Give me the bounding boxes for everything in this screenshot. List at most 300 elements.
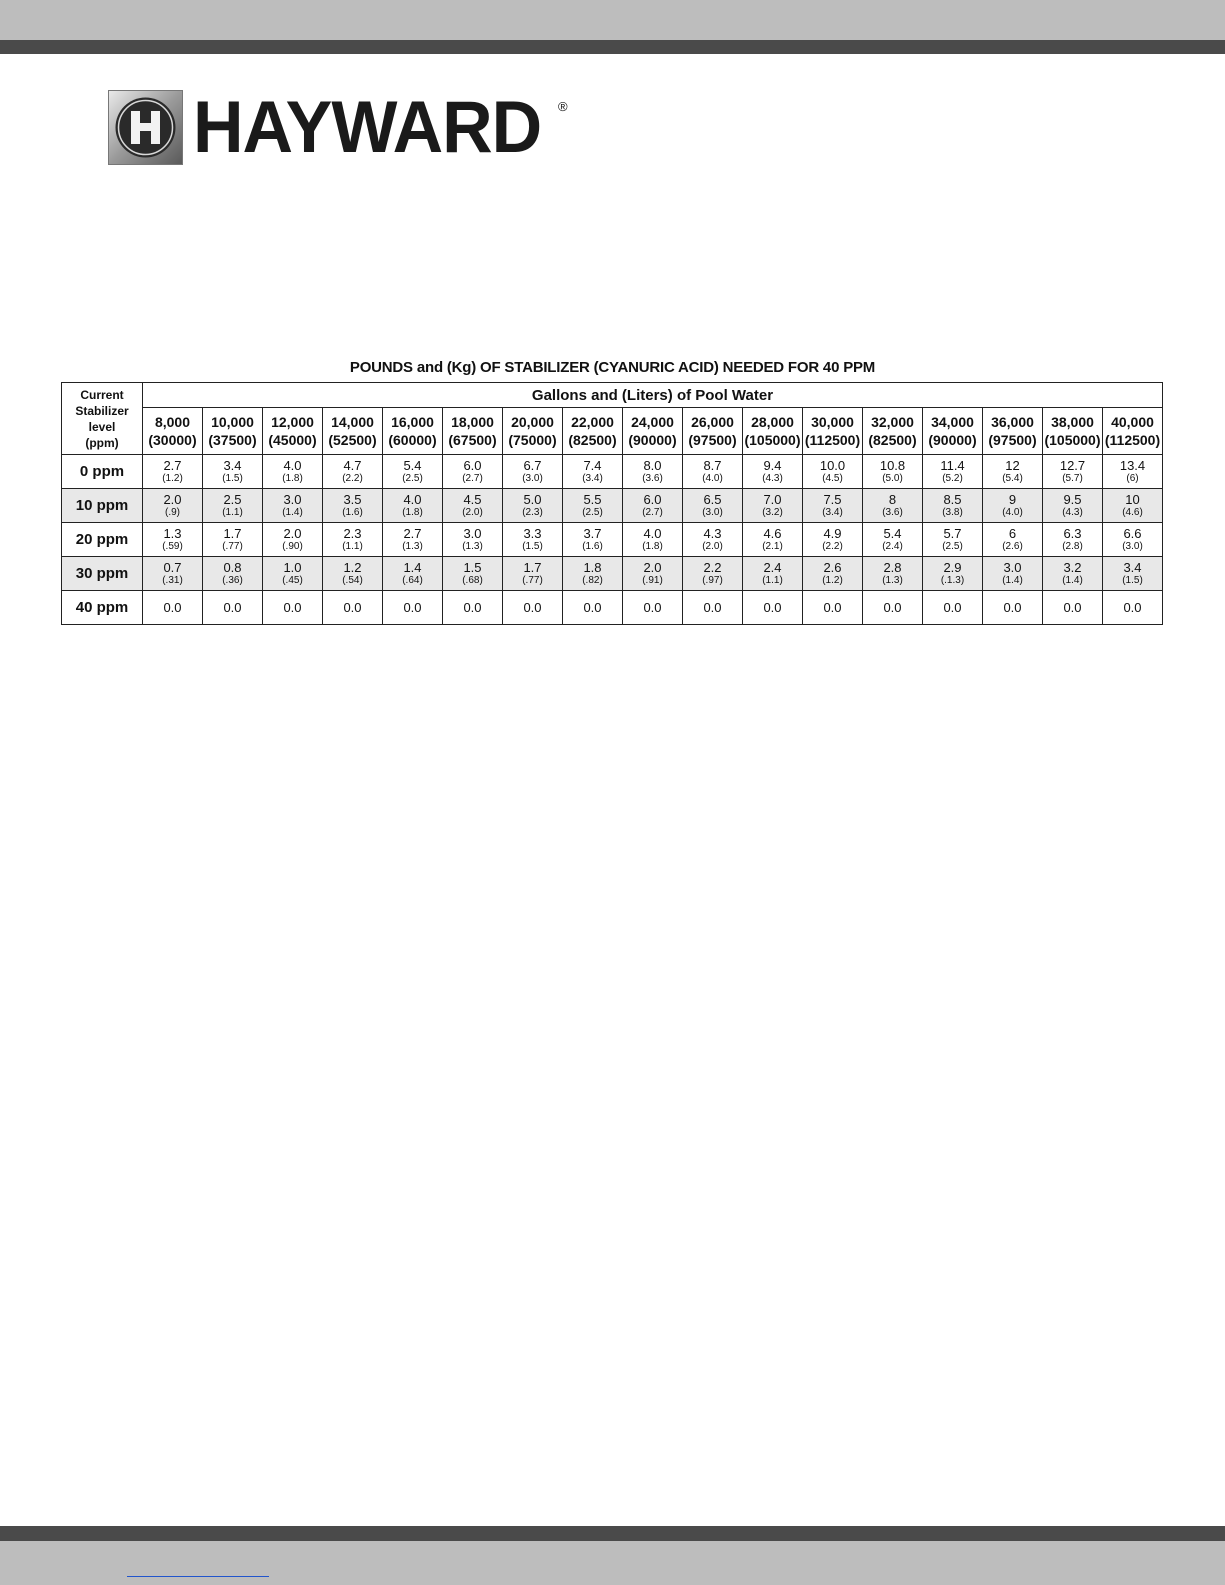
- cell-kilograms: (2.7): [462, 473, 483, 484]
- column-liters: (105000): [744, 432, 801, 448]
- table-cell: [443, 591, 503, 625]
- table-cell: [263, 489, 323, 523]
- cell-pounds: 5.4: [883, 526, 902, 541]
- column-liters: (90000): [928, 432, 977, 448]
- cell-pounds: 2.7: [403, 526, 422, 541]
- cell-kilograms: (1.2): [162, 473, 183, 484]
- bottom-band-light: [0, 1541, 1225, 1585]
- cell-kilograms: (3.0): [522, 473, 543, 484]
- column-gallons: 28,000: [751, 414, 794, 430]
- cell-pounds: 6.5: [703, 492, 722, 507]
- cell-pounds: 0.0: [823, 600, 842, 615]
- cell-kilograms: (1.4): [1002, 575, 1023, 586]
- cell-kilograms: (2.6): [1002, 541, 1023, 552]
- cell-kilograms: (2.5): [402, 473, 423, 484]
- column-liters: (112500): [1104, 432, 1161, 448]
- table-cell: [143, 557, 203, 591]
- cell-pounds: 0.0: [163, 600, 182, 615]
- cell-kilograms: (2.2): [342, 473, 363, 484]
- cell-pounds: 2.5: [223, 492, 242, 507]
- cell-kilograms: (3.2): [762, 507, 783, 518]
- cell-kilograms: (3.8): [942, 507, 963, 518]
- column-liters: (97500): [688, 432, 737, 448]
- table-cell: [983, 455, 1043, 489]
- table-cell: [203, 591, 263, 625]
- corner-line: Stabilizer: [75, 403, 129, 418]
- column-header: [743, 408, 803, 455]
- cell-pounds: 3.0: [1003, 560, 1022, 575]
- cell-pounds: 8.0: [643, 458, 662, 473]
- cell-pounds: 4.7: [343, 458, 362, 473]
- table-cell: [503, 523, 563, 557]
- column-liters: (90000): [628, 432, 677, 448]
- column-gallons: 32,000: [871, 414, 914, 430]
- table-cell: [563, 557, 623, 591]
- table-cell: [923, 489, 983, 523]
- cell-pounds: 6.7: [523, 458, 542, 473]
- cell-kilograms: (4.3): [1062, 507, 1083, 518]
- column-liters: (112500): [804, 432, 861, 448]
- cell-kilograms: (.97): [702, 575, 723, 586]
- table-cell: [503, 557, 563, 591]
- cell-pounds: 8.5: [943, 492, 962, 507]
- cell-kilograms: (1.5): [222, 473, 243, 484]
- table-cell: [323, 455, 383, 489]
- cell-kilograms: (5.7): [1062, 473, 1083, 484]
- cell-kilograms: (1.3): [882, 575, 903, 586]
- row-label: 0 ppm: [62, 455, 143, 489]
- table-cell: [383, 591, 443, 625]
- cell-pounds: 2.0: [163, 492, 182, 507]
- table-cell: [563, 489, 623, 523]
- column-gallons: 12,000: [271, 414, 314, 430]
- column-header: [263, 408, 323, 455]
- cell-kilograms: (1.3): [462, 541, 483, 552]
- column-gallons: 40,000: [1111, 414, 1154, 430]
- table-cell: [803, 489, 863, 523]
- cell-kilograms: (4.0): [702, 473, 723, 484]
- table-row: [62, 455, 1163, 489]
- cell-kilograms: (3.4): [582, 473, 603, 484]
- cell-pounds: 12: [1005, 458, 1020, 473]
- column-liters: (52500): [328, 432, 377, 448]
- cell-kilograms: (.77): [522, 575, 543, 586]
- column-header: [383, 408, 443, 455]
- cell-kilograms: (1.4): [1062, 575, 1083, 586]
- cell-kilograms: (1.1): [762, 575, 783, 586]
- column-liters: (60000): [388, 432, 437, 448]
- cell-pounds: 11.4: [940, 458, 965, 473]
- column-gallons: 34,000: [931, 414, 974, 430]
- cell-kilograms: (.82): [582, 575, 603, 586]
- cell-pounds: 2.7: [163, 458, 182, 473]
- column-liters: (67500): [448, 432, 497, 448]
- table-cell: [263, 591, 323, 625]
- column-gallons: 18,000: [451, 414, 494, 430]
- table-cell: [143, 591, 203, 625]
- cell-pounds: 3.2: [1063, 560, 1082, 575]
- cell-kilograms: (3.4): [822, 507, 843, 518]
- cell-pounds: 0.0: [1063, 600, 1082, 615]
- cell-pounds: 3.0: [463, 526, 482, 541]
- cell-pounds: 0.0: [1123, 600, 1142, 615]
- table-cell: [1103, 455, 1163, 489]
- table-cell: [803, 557, 863, 591]
- cell-pounds: 1.0: [283, 560, 302, 575]
- table-cell: [383, 455, 443, 489]
- table-cell: [863, 557, 923, 591]
- column-liters: (75000): [508, 432, 557, 448]
- cell-pounds: 9.4: [763, 458, 782, 473]
- column-header: [983, 408, 1043, 455]
- column-gallons: 10,000: [211, 414, 254, 430]
- cell-pounds: 1.3: [163, 526, 182, 541]
- cell-kilograms: (3.0): [702, 507, 723, 518]
- row-label: 30 ppm: [62, 557, 143, 591]
- cell-kilograms: (.31): [162, 575, 183, 586]
- table-cell: [683, 591, 743, 625]
- cell-pounds: 1.2: [343, 560, 362, 575]
- table-cell: [503, 591, 563, 625]
- table-cell: [623, 489, 683, 523]
- table-cell: [983, 523, 1043, 557]
- column-header: [323, 408, 383, 455]
- column-liters: (82500): [568, 432, 617, 448]
- table-cell: [1043, 489, 1103, 523]
- cell-kilograms: (.91): [642, 575, 663, 586]
- table-cell: [1103, 591, 1163, 625]
- cell-pounds: 0.0: [703, 600, 722, 615]
- table-row: [62, 523, 1163, 557]
- table-cell: [1043, 523, 1103, 557]
- cell-kilograms: (.9): [165, 507, 180, 518]
- cell-pounds: 12.7: [1059, 458, 1086, 473]
- cell-kilograms: (6): [1126, 473, 1139, 484]
- corner-line: level: [88, 419, 116, 434]
- row-label: 20 ppm: [62, 523, 143, 557]
- cell-pounds: 0.0: [583, 600, 602, 615]
- bottom-band-dark: [0, 1526, 1225, 1541]
- cell-kilograms: (1.4): [282, 507, 303, 518]
- table-cell: [203, 455, 263, 489]
- table-cell: [923, 523, 983, 557]
- cell-pounds: 3.4: [223, 458, 242, 473]
- cell-pounds: 7.4: [583, 458, 602, 473]
- cell-pounds: 6.0: [643, 492, 662, 507]
- cell-pounds: 0.0: [223, 600, 242, 615]
- cell-kilograms: (5.0): [882, 473, 903, 484]
- cell-pounds: 5.5: [583, 492, 602, 507]
- table-cell: [443, 523, 503, 557]
- cell-pounds: 4.0: [643, 526, 662, 541]
- table-row: [62, 591, 1163, 625]
- cell-pounds: 3.3: [523, 526, 542, 541]
- column-header: [623, 408, 683, 455]
- cell-pounds: 6: [1008, 526, 1017, 541]
- cell-kilograms: (1.1): [222, 507, 243, 518]
- column-gallons: 22,000: [571, 414, 614, 430]
- cell-pounds: 1.4: [403, 560, 422, 575]
- table-cell: [563, 591, 623, 625]
- table-cell: [683, 523, 743, 557]
- cell-pounds: 0.0: [763, 600, 782, 615]
- table-cell: [803, 455, 863, 489]
- table-cell: [503, 489, 563, 523]
- cell-pounds: 7.0: [763, 492, 782, 507]
- column-header: [203, 408, 263, 455]
- cell-kilograms: (4.5): [822, 473, 843, 484]
- table-cell: [923, 455, 983, 489]
- corner-line: (ppm): [85, 435, 119, 450]
- cell-pounds: 0.0: [283, 600, 302, 615]
- table-cell: [1043, 557, 1103, 591]
- registered-mark: ®: [558, 99, 568, 114]
- cell-pounds: 9: [1008, 492, 1017, 507]
- table-cell: [923, 557, 983, 591]
- cell-kilograms: (4.0): [1002, 507, 1023, 518]
- cell-pounds: 6.0: [463, 458, 482, 473]
- column-gallons: 26,000: [691, 414, 734, 430]
- cell-kilograms: (2.7): [642, 507, 663, 518]
- table-cell: [443, 455, 503, 489]
- cell-pounds: 1.5: [463, 560, 482, 575]
- cell-kilograms: (.54): [342, 575, 363, 586]
- cell-pounds: 5.0: [523, 492, 542, 507]
- cell-pounds: 2.3: [343, 526, 362, 541]
- column-header: [923, 408, 983, 455]
- table-cell: [983, 591, 1043, 625]
- cell-kilograms: (.64): [402, 575, 423, 586]
- cell-kilograms: (2.3): [522, 507, 543, 518]
- cell-kilograms: (.77): [222, 541, 243, 552]
- table-row: [62, 557, 1163, 591]
- cell-pounds: 6.3: [1063, 526, 1082, 541]
- cell-pounds: 7.5: [823, 492, 842, 507]
- table-cell: [263, 557, 323, 591]
- cell-kilograms: (2.0): [702, 541, 723, 552]
- table-cell: [1043, 591, 1103, 625]
- table-cell: [863, 591, 923, 625]
- cell-pounds: 4.9: [823, 526, 842, 541]
- cell-pounds: 10.8: [879, 458, 906, 473]
- cell-kilograms: (5.2): [942, 473, 963, 484]
- table-cell: [563, 455, 623, 489]
- table-cell: [563, 523, 623, 557]
- table-cell: [143, 489, 203, 523]
- stabilizer-table: [61, 382, 1163, 625]
- cell-kilograms: (2.0): [462, 507, 483, 518]
- cell-kilograms: (3.6): [882, 507, 903, 518]
- cell-pounds: 0.0: [343, 600, 362, 615]
- table-cell: [383, 523, 443, 557]
- cell-pounds: 4.0: [403, 492, 422, 507]
- cell-kilograms: (.59): [162, 541, 183, 552]
- table-cell: [743, 455, 803, 489]
- cell-kilograms: (1.5): [522, 541, 543, 552]
- cell-pounds: 2.8: [883, 560, 902, 575]
- hayward-logo: [108, 86, 542, 168]
- cell-kilograms: (5.4): [1002, 473, 1023, 484]
- row-label: 40 ppm: [62, 591, 143, 625]
- cell-kilograms: (.90): [282, 541, 303, 552]
- cell-pounds: 0.0: [523, 600, 542, 615]
- table-cell: [743, 489, 803, 523]
- table-cell: [623, 523, 683, 557]
- top-band-dark: [0, 40, 1225, 54]
- footer-link-underline[interactable]: [127, 1576, 269, 1577]
- table-cell: [443, 489, 503, 523]
- cell-pounds: 3.0: [283, 492, 302, 507]
- gallons-group-header: Gallons and (Liters) of Pool Water: [143, 383, 1163, 408]
- table-cell: [983, 489, 1043, 523]
- brand-wordmark: HAYWARD: [193, 86, 542, 168]
- cell-pounds: 0.0: [943, 600, 962, 615]
- corner-header: [62, 383, 143, 455]
- column-liters: (45000): [268, 432, 317, 448]
- table-cell: [743, 557, 803, 591]
- table-cell: [263, 455, 323, 489]
- table-cell: [863, 523, 923, 557]
- cell-pounds: 5.7: [943, 526, 962, 541]
- cell-pounds: 2.6: [823, 560, 842, 575]
- cell-pounds: 5.4: [403, 458, 422, 473]
- column-header: [503, 408, 563, 455]
- hayward-h-emblem-icon: [108, 90, 183, 165]
- cell-kilograms: (2.2): [822, 541, 843, 552]
- table-cell: [683, 489, 743, 523]
- column-gallons: 8,000: [154, 414, 191, 430]
- cell-pounds: 8: [888, 492, 897, 507]
- cell-pounds: 0.0: [1003, 600, 1022, 615]
- table-cell: [323, 557, 383, 591]
- table-cell: [803, 523, 863, 557]
- table-cell: [683, 557, 743, 591]
- column-liters: (37500): [208, 432, 257, 448]
- cell-pounds: 0.0: [463, 600, 482, 615]
- cell-kilograms: (2.5): [942, 541, 963, 552]
- cell-pounds: 2.2: [703, 560, 722, 575]
- column-header: [863, 408, 923, 455]
- corner-line: Current: [80, 387, 124, 402]
- cell-kilograms: (.36): [222, 575, 243, 586]
- cell-pounds: 2.4: [763, 560, 782, 575]
- table-cell: [1043, 455, 1103, 489]
- cell-pounds: 10: [1125, 492, 1140, 507]
- table-cell: [203, 523, 263, 557]
- cell-pounds: 2.0: [283, 526, 302, 541]
- table-cell: [1103, 523, 1163, 557]
- column-gallons: 36,000: [991, 414, 1034, 430]
- table-cell: [923, 591, 983, 625]
- column-header: [1043, 408, 1103, 455]
- cell-kilograms: (2.1): [762, 541, 783, 552]
- table-cell: [143, 455, 203, 489]
- table-cell: [443, 557, 503, 591]
- cell-pounds: 1.8: [583, 560, 602, 575]
- column-header: [1103, 408, 1163, 455]
- column-liters: (97500): [988, 432, 1037, 448]
- table-cell: [623, 557, 683, 591]
- cell-pounds: 3.7: [583, 526, 602, 541]
- cell-kilograms: (1.6): [582, 541, 603, 552]
- table-cell: [743, 591, 803, 625]
- cell-pounds: 1.7: [523, 560, 542, 575]
- cell-pounds: 0.0: [883, 600, 902, 615]
- cell-pounds: 4.0: [283, 458, 302, 473]
- table-cell: [983, 557, 1043, 591]
- table-cell: [263, 523, 323, 557]
- column-header: [563, 408, 623, 455]
- cell-kilograms: (1.6): [342, 507, 363, 518]
- table-cell: [683, 455, 743, 489]
- column-liters: (30000): [148, 432, 197, 448]
- cell-kilograms: (2.8): [1062, 541, 1083, 552]
- cell-kilograms: (2.4): [882, 541, 903, 552]
- column-header: [683, 408, 743, 455]
- cell-kilograms: (.45): [282, 575, 303, 586]
- table-cell: [1103, 489, 1163, 523]
- cell-pounds: 6.6: [1123, 526, 1142, 541]
- cell-pounds: 0.8: [223, 560, 242, 575]
- table-cell: [863, 489, 923, 523]
- table-cell: [203, 489, 263, 523]
- column-gallons: 16,000: [391, 414, 434, 430]
- cell-kilograms: (2.5): [582, 507, 603, 518]
- table-cell: [623, 591, 683, 625]
- cell-kilograms: (4.6): [1122, 507, 1143, 518]
- table-cell: [323, 489, 383, 523]
- cell-pounds: 8.7: [703, 458, 722, 473]
- cell-pounds: 0.0: [403, 600, 422, 615]
- table-cell: [323, 523, 383, 557]
- cell-pounds: 4.3: [703, 526, 722, 541]
- table-cell: [203, 557, 263, 591]
- table-cell: [323, 591, 383, 625]
- cell-kilograms: (1.8): [282, 473, 303, 484]
- column-gallons: 38,000: [1051, 414, 1094, 430]
- cell-pounds: 2.9: [943, 560, 962, 575]
- cell-kilograms: (.1.3): [940, 575, 965, 586]
- top-band-light: [0, 0, 1225, 40]
- cell-kilograms: (1.8): [642, 541, 663, 552]
- cell-pounds: 13.4: [1119, 458, 1146, 473]
- cell-kilograms: (3.0): [1122, 541, 1143, 552]
- cell-pounds: 1.7: [223, 526, 242, 541]
- cell-kilograms: (1.8): [402, 507, 423, 518]
- cell-pounds: 0.0: [643, 600, 662, 615]
- cell-kilograms: (4.3): [762, 473, 783, 484]
- column-header: [443, 408, 503, 455]
- table-cell: [863, 455, 923, 489]
- column-liters: (105000): [1044, 432, 1101, 448]
- table-cell: [143, 523, 203, 557]
- table-cell: [743, 523, 803, 557]
- cell-kilograms: (1.5): [1122, 575, 1143, 586]
- cell-pounds: 0.7: [163, 560, 182, 575]
- table-cell: [503, 455, 563, 489]
- column-gallons: 20,000: [511, 414, 554, 430]
- cell-pounds: 10.0: [819, 458, 846, 473]
- column-liters: (82500): [868, 432, 917, 448]
- table-cell: [623, 455, 683, 489]
- table-title: POUNDS and (Kg) OF STABILIZER (CYANURIC ACID) NEEDED FOR 40 PPM: [349, 359, 876, 376]
- cell-kilograms: (1.1): [342, 541, 363, 552]
- cell-kilograms: (1.2): [822, 575, 843, 586]
- table-cell: [383, 489, 443, 523]
- cell-pounds: 4.5: [463, 492, 482, 507]
- table-cell: [383, 557, 443, 591]
- column-gallons: 30,000: [811, 414, 854, 430]
